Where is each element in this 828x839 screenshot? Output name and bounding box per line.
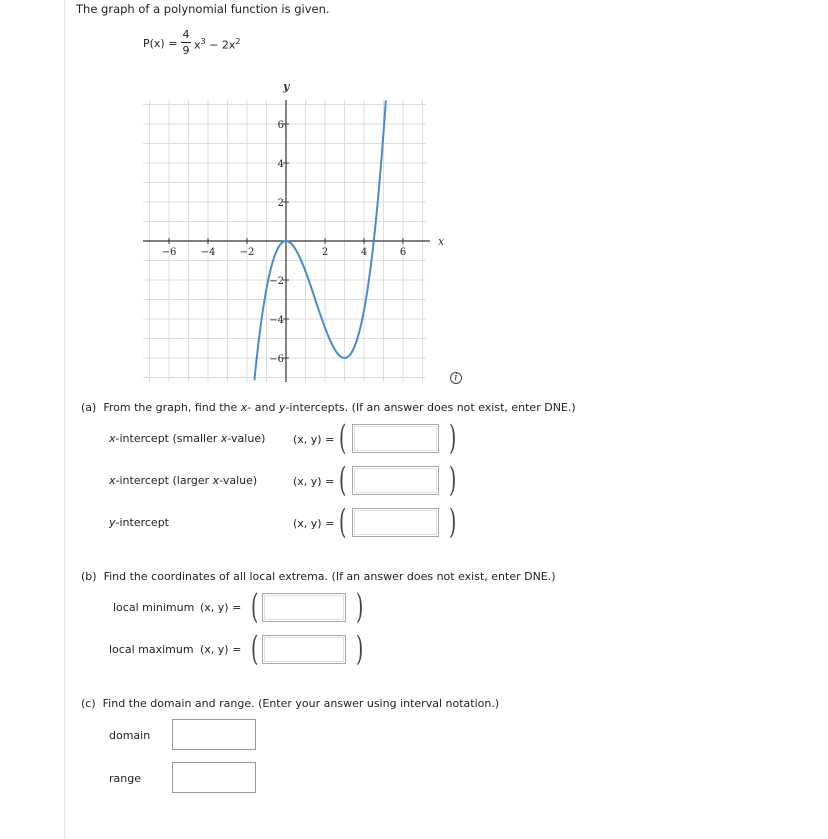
y-axis-label: y — [283, 80, 290, 93]
formula-exp-3: 3 — [200, 37, 206, 46]
close-paren: ) — [355, 587, 364, 627]
polynomial-graph — [130, 76, 450, 386]
label-rest: -intercept (smaller — [115, 432, 221, 445]
left-page-rule — [64, 0, 65, 839]
local-min-label: local minimum — [113, 601, 195, 614]
fraction-denominator: 9 — [182, 44, 190, 57]
label-var: x — [109, 432, 116, 445]
open-paren: ( — [338, 418, 347, 458]
pair-label: (x, y) = — [293, 433, 335, 446]
x-axis-label: x — [438, 235, 445, 248]
close-paren: ) — [448, 460, 457, 500]
y-intercept-input[interactable] — [352, 508, 439, 537]
formula-rest — [194, 37, 240, 52]
x-tick-label: 2 — [321, 247, 329, 258]
x-tick-label: −6 — [161, 247, 177, 258]
x-tick-label: −2 — [239, 247, 255, 258]
part-a-x: x — [240, 401, 248, 414]
label-var: x — [109, 474, 116, 487]
label-rest: -intercept — [115, 516, 169, 529]
pair-label: (x, y) = — [200, 643, 242, 656]
y-tick-label: −2 — [269, 276, 284, 287]
x-intercept-small-label — [109, 432, 265, 445]
local-min-input[interactable] — [262, 593, 346, 622]
x-tick-label: 4 — [360, 247, 368, 258]
formula-mid: − 2x — [205, 38, 236, 52]
part-c-text: Find the domain and range. (Enter your answer using interval notation.) — [102, 697, 500, 710]
range-input[interactable] — [172, 762, 256, 793]
x-tick-label: 6 — [399, 247, 407, 258]
part-a-text-pre: From the graph, find the — [103, 401, 241, 414]
pair-label: (x, y) = — [200, 601, 242, 614]
x-intercept-large-label — [109, 474, 257, 487]
part-a-label: (a) — [81, 401, 97, 414]
close-paren: ) — [355, 629, 364, 669]
formula-lhs: P(x) = — [143, 37, 178, 50]
part-a-prompt — [81, 401, 576, 414]
formula-var: x — [194, 38, 201, 52]
label-var: y — [109, 516, 116, 529]
close-paren: ) — [448, 502, 457, 542]
label-end: -value) — [227, 432, 266, 445]
fraction-numerator: 4 — [182, 28, 190, 41]
part-a-text-post: -intercepts. (If an answer does not exist, enter DNE.) — [285, 401, 576, 414]
open-paren: ( — [250, 587, 259, 627]
part-c-label: (c) — [81, 697, 96, 710]
label-var2: x — [220, 432, 228, 445]
problem-intro: The graph of a polynomial function is given. — [76, 2, 330, 16]
close-paren: ) — [448, 418, 457, 458]
x-tick-label: −4 — [200, 247, 216, 258]
open-paren: ( — [338, 460, 347, 500]
part-b-text: Find the coordinates of all local extrema. (If an answer does not exist, enter DNE.) — [103, 570, 556, 583]
y-tick-label: −4 — [269, 315, 284, 326]
open-paren: ( — [338, 502, 347, 542]
label-end: -value) — [219, 474, 258, 487]
part-b-label: (b) — [81, 570, 97, 583]
local-max-input[interactable] — [262, 635, 346, 664]
y-tick-label: 6 — [277, 120, 284, 131]
y-intercept-label — [109, 516, 169, 529]
domain-label: domain — [109, 729, 151, 742]
formula-fraction — [181, 28, 191, 57]
label-var2: x — [212, 474, 220, 487]
open-paren: ( — [250, 629, 259, 669]
domain-input[interactable] — [172, 719, 256, 750]
x-intercept-large-input[interactable] — [352, 466, 439, 495]
x-intercept-small-input[interactable] — [352, 424, 439, 453]
y-tick-label: 4 — [277, 159, 284, 170]
local-max-label: local maximum — [109, 643, 194, 656]
part-a-y: y — [278, 401, 286, 414]
range-label: range — [109, 772, 141, 785]
part-c-prompt — [81, 697, 499, 710]
y-tick-label: −6 — [269, 354, 284, 365]
pair-label: (x, y) = — [293, 475, 335, 488]
part-a-text-mid: - and — [247, 401, 279, 414]
formula-exp-2: 2 — [235, 37, 241, 46]
fraction-bar — [181, 42, 191, 43]
pair-label: (x, y) = — [293, 517, 335, 530]
label-rest: -intercept (larger — [115, 474, 213, 487]
y-tick-label: 2 — [277, 198, 284, 209]
info-icon[interactable]: i — [450, 372, 462, 384]
part-b-prompt — [81, 570, 556, 583]
